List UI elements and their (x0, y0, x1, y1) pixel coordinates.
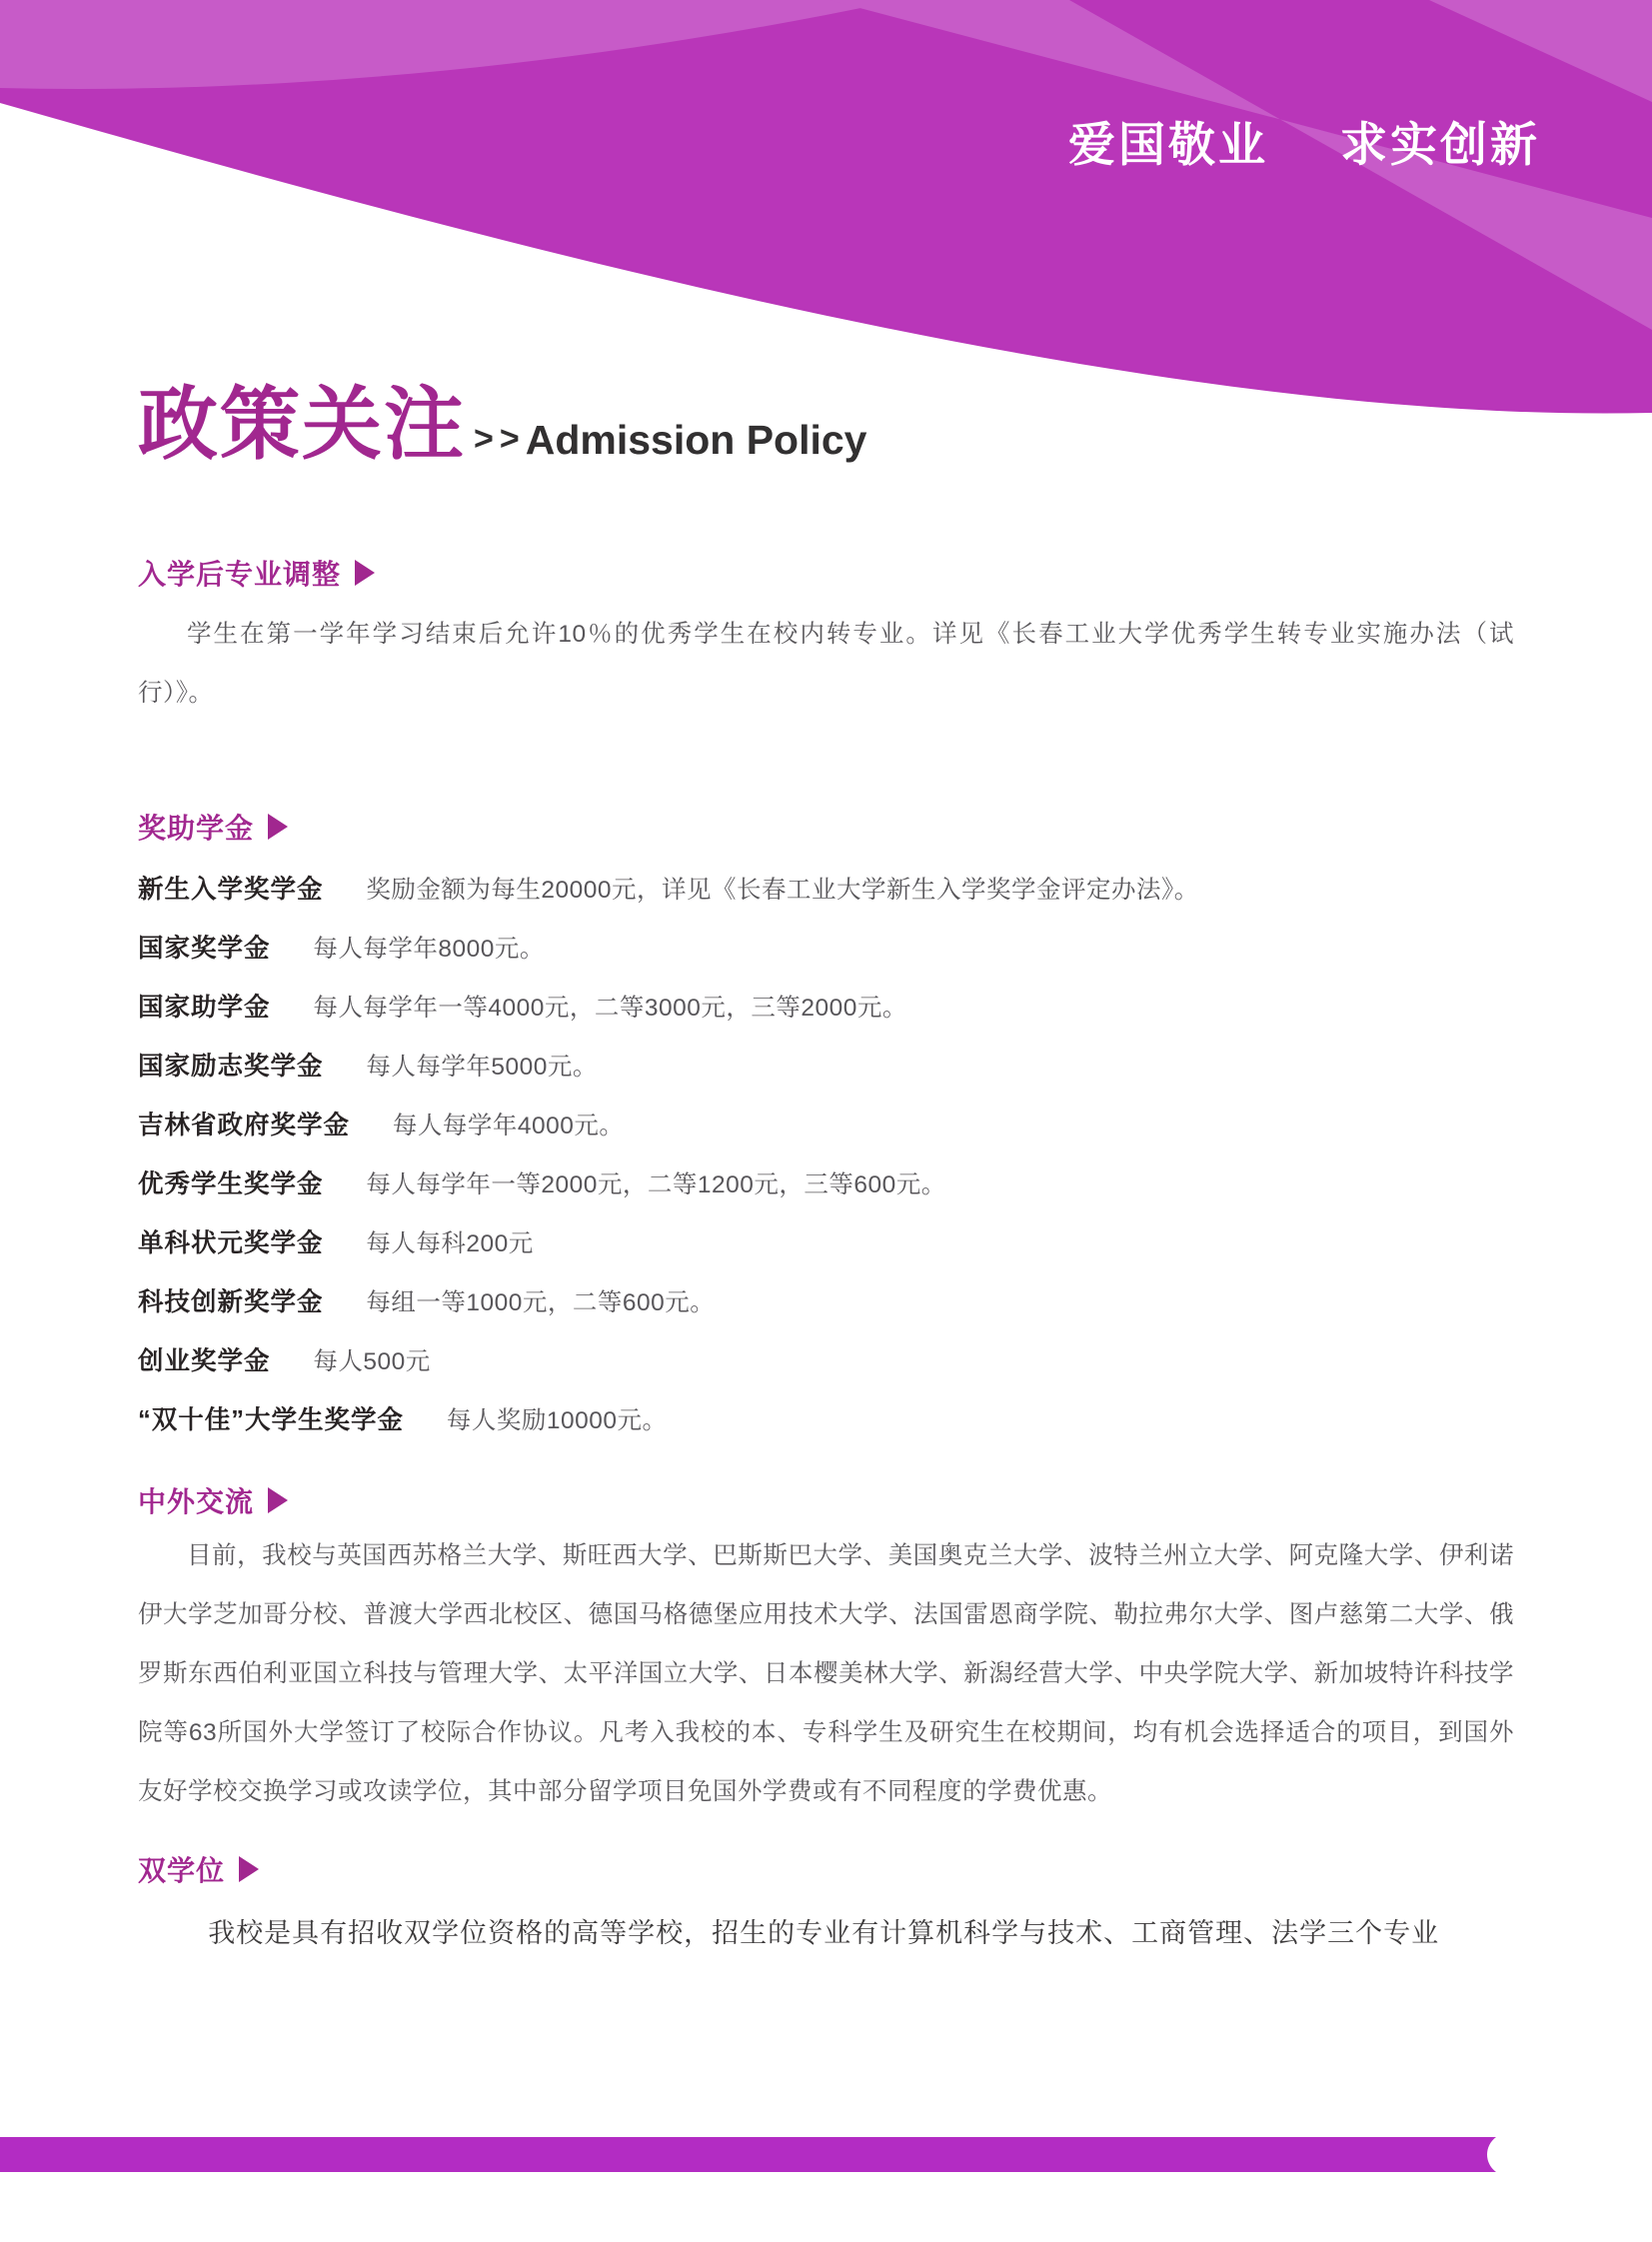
scholarship-amount: 每人每学年5000元。 (366, 1054, 598, 1081)
scholarship-item (138, 1214, 1514, 1273)
scholarship-item (138, 1273, 1514, 1332)
scholarship-name: “双十佳”大学生奖学金 (138, 1406, 405, 1434)
section-heading-label: 入学后专业调整 (138, 559, 342, 590)
section-heading-label: 中外交流 (138, 1486, 255, 1517)
footer-bar-shape (0, 2137, 1496, 2172)
scholarship-name: 吉林省政府奖学金 (138, 1112, 351, 1139)
scholarship-name: 单科状元奖学金 (138, 1229, 324, 1257)
page-title-cn: 政策关注 (138, 380, 466, 469)
section-arrow-icon (268, 814, 288, 840)
section-heading-label: 双学位 (138, 1855, 226, 1886)
scholarship-item (138, 1097, 1514, 1155)
scholarship-amount: 每人每学年一等2000元，二等1200元，三等600元。 (366, 1171, 946, 1198)
scholarship-amount: 每人每科200元 (366, 1230, 534, 1257)
scholarship-name: 优秀学生奖学金 (138, 1170, 324, 1198)
motto-part2: 求实创新 (1340, 118, 1540, 171)
section-heading-scholarships (138, 807, 1514, 847)
scholarship-item (138, 861, 1514, 920)
scholarship-amount: 每人奖励10000元。 (446, 1407, 668, 1434)
scholarship-name: 创业奖学金 (138, 1347, 271, 1375)
scholarship-item (138, 1155, 1514, 1214)
section-heading-label: 奖助学金 (138, 813, 255, 844)
section-heading-double-degree (138, 1849, 1514, 1889)
scholarship-amount: 每人每学年4000元。 (392, 1113, 625, 1139)
scholarship-item (138, 1332, 1514, 1391)
scholarship-name: 国家助学金 (138, 994, 271, 1022)
scholarship-amount: 每组一等1000元，二等600元。 (366, 1289, 716, 1316)
scholarship-item (138, 1391, 1514, 1450)
motto-part1: 爱国敬业 (1068, 118, 1268, 171)
page-title-en: Admission Policy (525, 417, 867, 463)
footer-bar-art (0, 2137, 1496, 2172)
section-heading-major-change (138, 553, 1514, 593)
scholarship-item (138, 920, 1514, 979)
section-arrow-icon (268, 1487, 288, 1513)
scholarship-name: 国家奖学金 (138, 935, 271, 963)
double-degree-paragraph: 我校是具有招收双学位资格的高等学校，招生的专业有计算机科学与技术、工商管理、法学三个专业 (208, 1918, 1440, 1949)
section-arrow-icon (239, 1856, 259, 1882)
scholarship-name: 国家励志奖学金 (138, 1053, 324, 1081)
page-title (138, 380, 1514, 469)
title-arrows-icon: >> (474, 420, 526, 458)
section-arrow-icon (355, 560, 375, 586)
scholarship-amount: 每人每学年一等4000元，二等3000元，三等2000元。 (313, 995, 907, 1022)
scholarship-name: 科技创新奖学金 (138, 1288, 324, 1316)
scholarship-amount: 每人500元 (313, 1348, 431, 1375)
scholarship-amount: 奖励金额为每生20000元，详见《长春工业大学新生入学奖学金评定办法》。 (366, 877, 1199, 904)
exchange-paragraph: 目前，我校与英国西苏格兰大学、斯旺西大学、巴斯斯巴大学、美国奥克兰大学、波特兰州立大学、阿克隆大学、伊利诺伊大学芝加哥分校、普渡大学西北校区、德国马格德堡应用技术大学、法国雷恩商学院、勒拉弗尔大学、图卢慈第二大学、俄罗斯东西伯利亚国立科技与管理大学、太平洋国立大学、日本樱美林大学、新潟经营大学、中央学院大学、新加坡特许科技学院等63所国外大学签订了校际合作协议。凡考入我校的本、专科学生及研究生在校期间，均有机会选择适合的项目，到国外友好学校交换学习或攻读学位，其中部分留学项目免国外学费或有不同程度的学费优惠。 (138, 1542, 1514, 1805)
section-heading-exchange (138, 1480, 1514, 1520)
scholarship-name: 新生入学奖学金 (138, 876, 324, 904)
scholarship-item (138, 1038, 1514, 1097)
scholarship-item (138, 979, 1514, 1038)
scholarship-list (138, 861, 1514, 1450)
school-motto (1068, 108, 1540, 175)
scholarship-amount: 每人每学年8000元。 (313, 936, 545, 963)
major-change-paragraph: 学生在第一学年学习结束后允许10％的优秀学生在校内转专业。详见《长春工业大学优秀学生转专业实施办法（试行）》。 (138, 621, 1514, 707)
